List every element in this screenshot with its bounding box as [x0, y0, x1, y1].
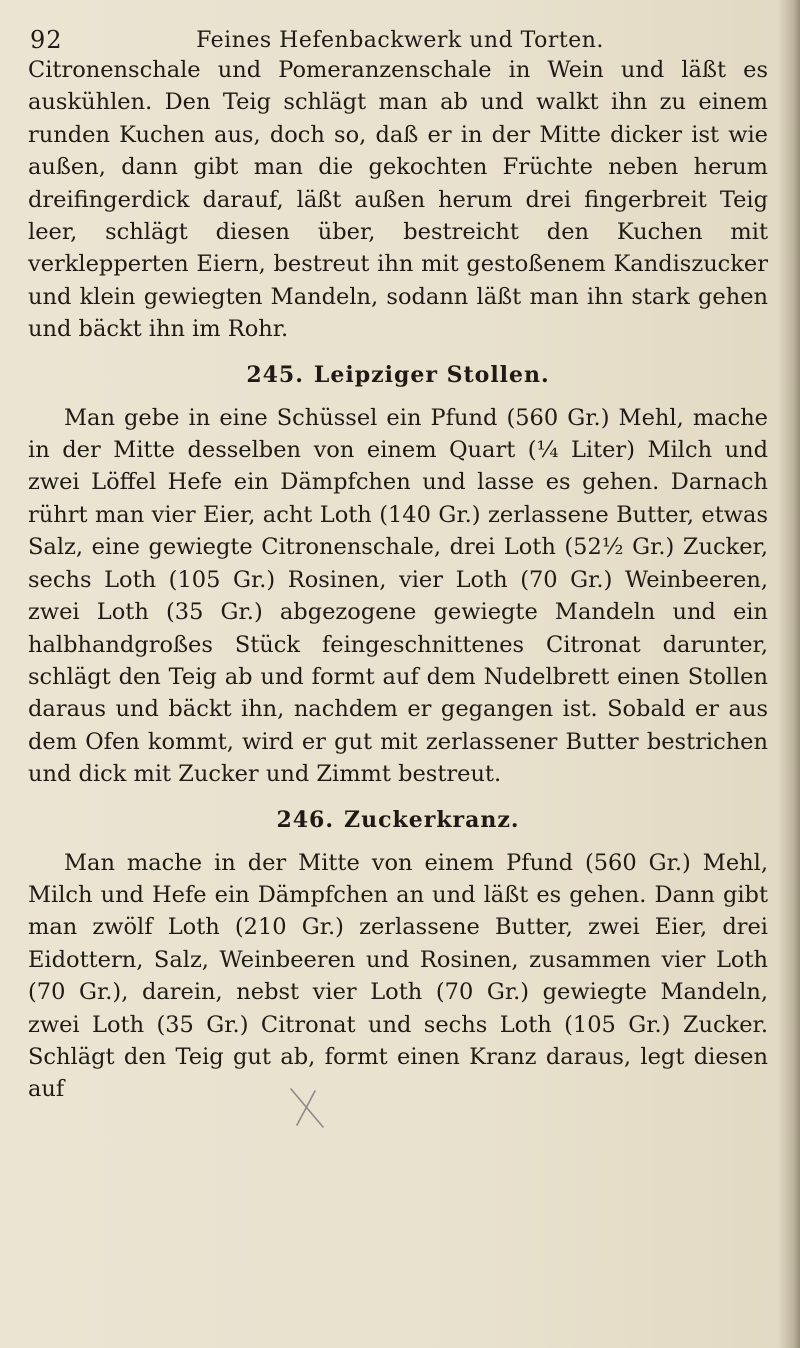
recipe-title: Zuckerkranz. — [344, 806, 520, 833]
page-text — [28, 54, 768, 1106]
recipe-title: Leipziger Stollen. — [313, 361, 550, 388]
recipe-heading-245 — [28, 358, 768, 392]
recipe-body-245: Man gebe in eine Schüssel ein Pfund (560 Gr.) Mehl, mache in der Mitte desselben von einem Quart (¼ Liter) Milch und zwei Löffel Hefe ein Dämpfchen und lasse es gehen. Darnach rührt man vier Eier, acht Loth (140 Gr.) zerlassene Butter, etwas Salz, eine gewiegte Citronenschale, drei Loth (52½ Gr.) Zucker, sechs Loth (105 Gr.) Rosinen, vier Loth (70 Gr.) Weinbeeren, zwei Loth (35 Gr.) abgezogene gewiegte Mandeln und ein halbhandgroßes Stück feingeschnittenes Citronat darunter, schlägt den Teig ab und formt auf dem Nudelbrett einen Stollen daraus und bäckt ihn, nachdem er gegangen ist. Sobald er aus dem Ofen kommt, wird er gut mit zerlassener Butter bestrichen und dick mit Zucker und Zimmt bestreut. — [28, 404, 768, 788]
intro-paragraph: Citronenschale und Pomeranzenschale in Wein und läßt es auskühlen. Den Teig schlägt man ab und walkt ihn zu einem runden Kuchen aus, doch so, daß er in der Mitte dicker ist wie außen, dann gibt man die gekochten Früchte neben herum dreifingerdick darauf, läßt außen herum drei fingerbreit Teig leer, schlägt diesen über, bestreicht den Kuchen mit verklepperten Eiern, bestreut ihn mit gestoßenem Kandiszucker und klein gewiegten Mandeln, sodann läßt man ihn stark gehen und bäckt ihn im Rohr. — [28, 57, 768, 343]
recipe-number: 246. — [276, 806, 335, 833]
pencil-mark-icon — [285, 1085, 329, 1131]
page-header — [30, 12, 770, 52]
recipe-number: 245. — [246, 361, 304, 388]
recipe-heading-246 — [28, 803, 768, 837]
page-number: 92 — [30, 26, 63, 54]
running-title: Feines Hefenbackwerk und Torten. — [196, 28, 604, 53]
page-edge-shadow — [778, 0, 800, 1348]
recipe-body-246: Man mache in der Mitte von einem Pfund (560 Gr.) Mehl, Milch und Hefe ein Dämpfchen an und läßt es gehen. Dann gibt man zwölf Loth (210 Gr.) zerlassene Butter, zwei Eier, drei Eidottern, Salz, Weinbeeren und Rosinen, zusammen vier Loth (70 Gr.), darein, nebst vier Loth (70 Gr.) gewiegte Mandeln, zwei Loth (35 Gr.) Citronat und sechs Loth (105 Gr.) Zucker. Schlägt den Teig gut ab, formt einen Kranz daraus, legt diesen auf — [28, 849, 768, 1103]
